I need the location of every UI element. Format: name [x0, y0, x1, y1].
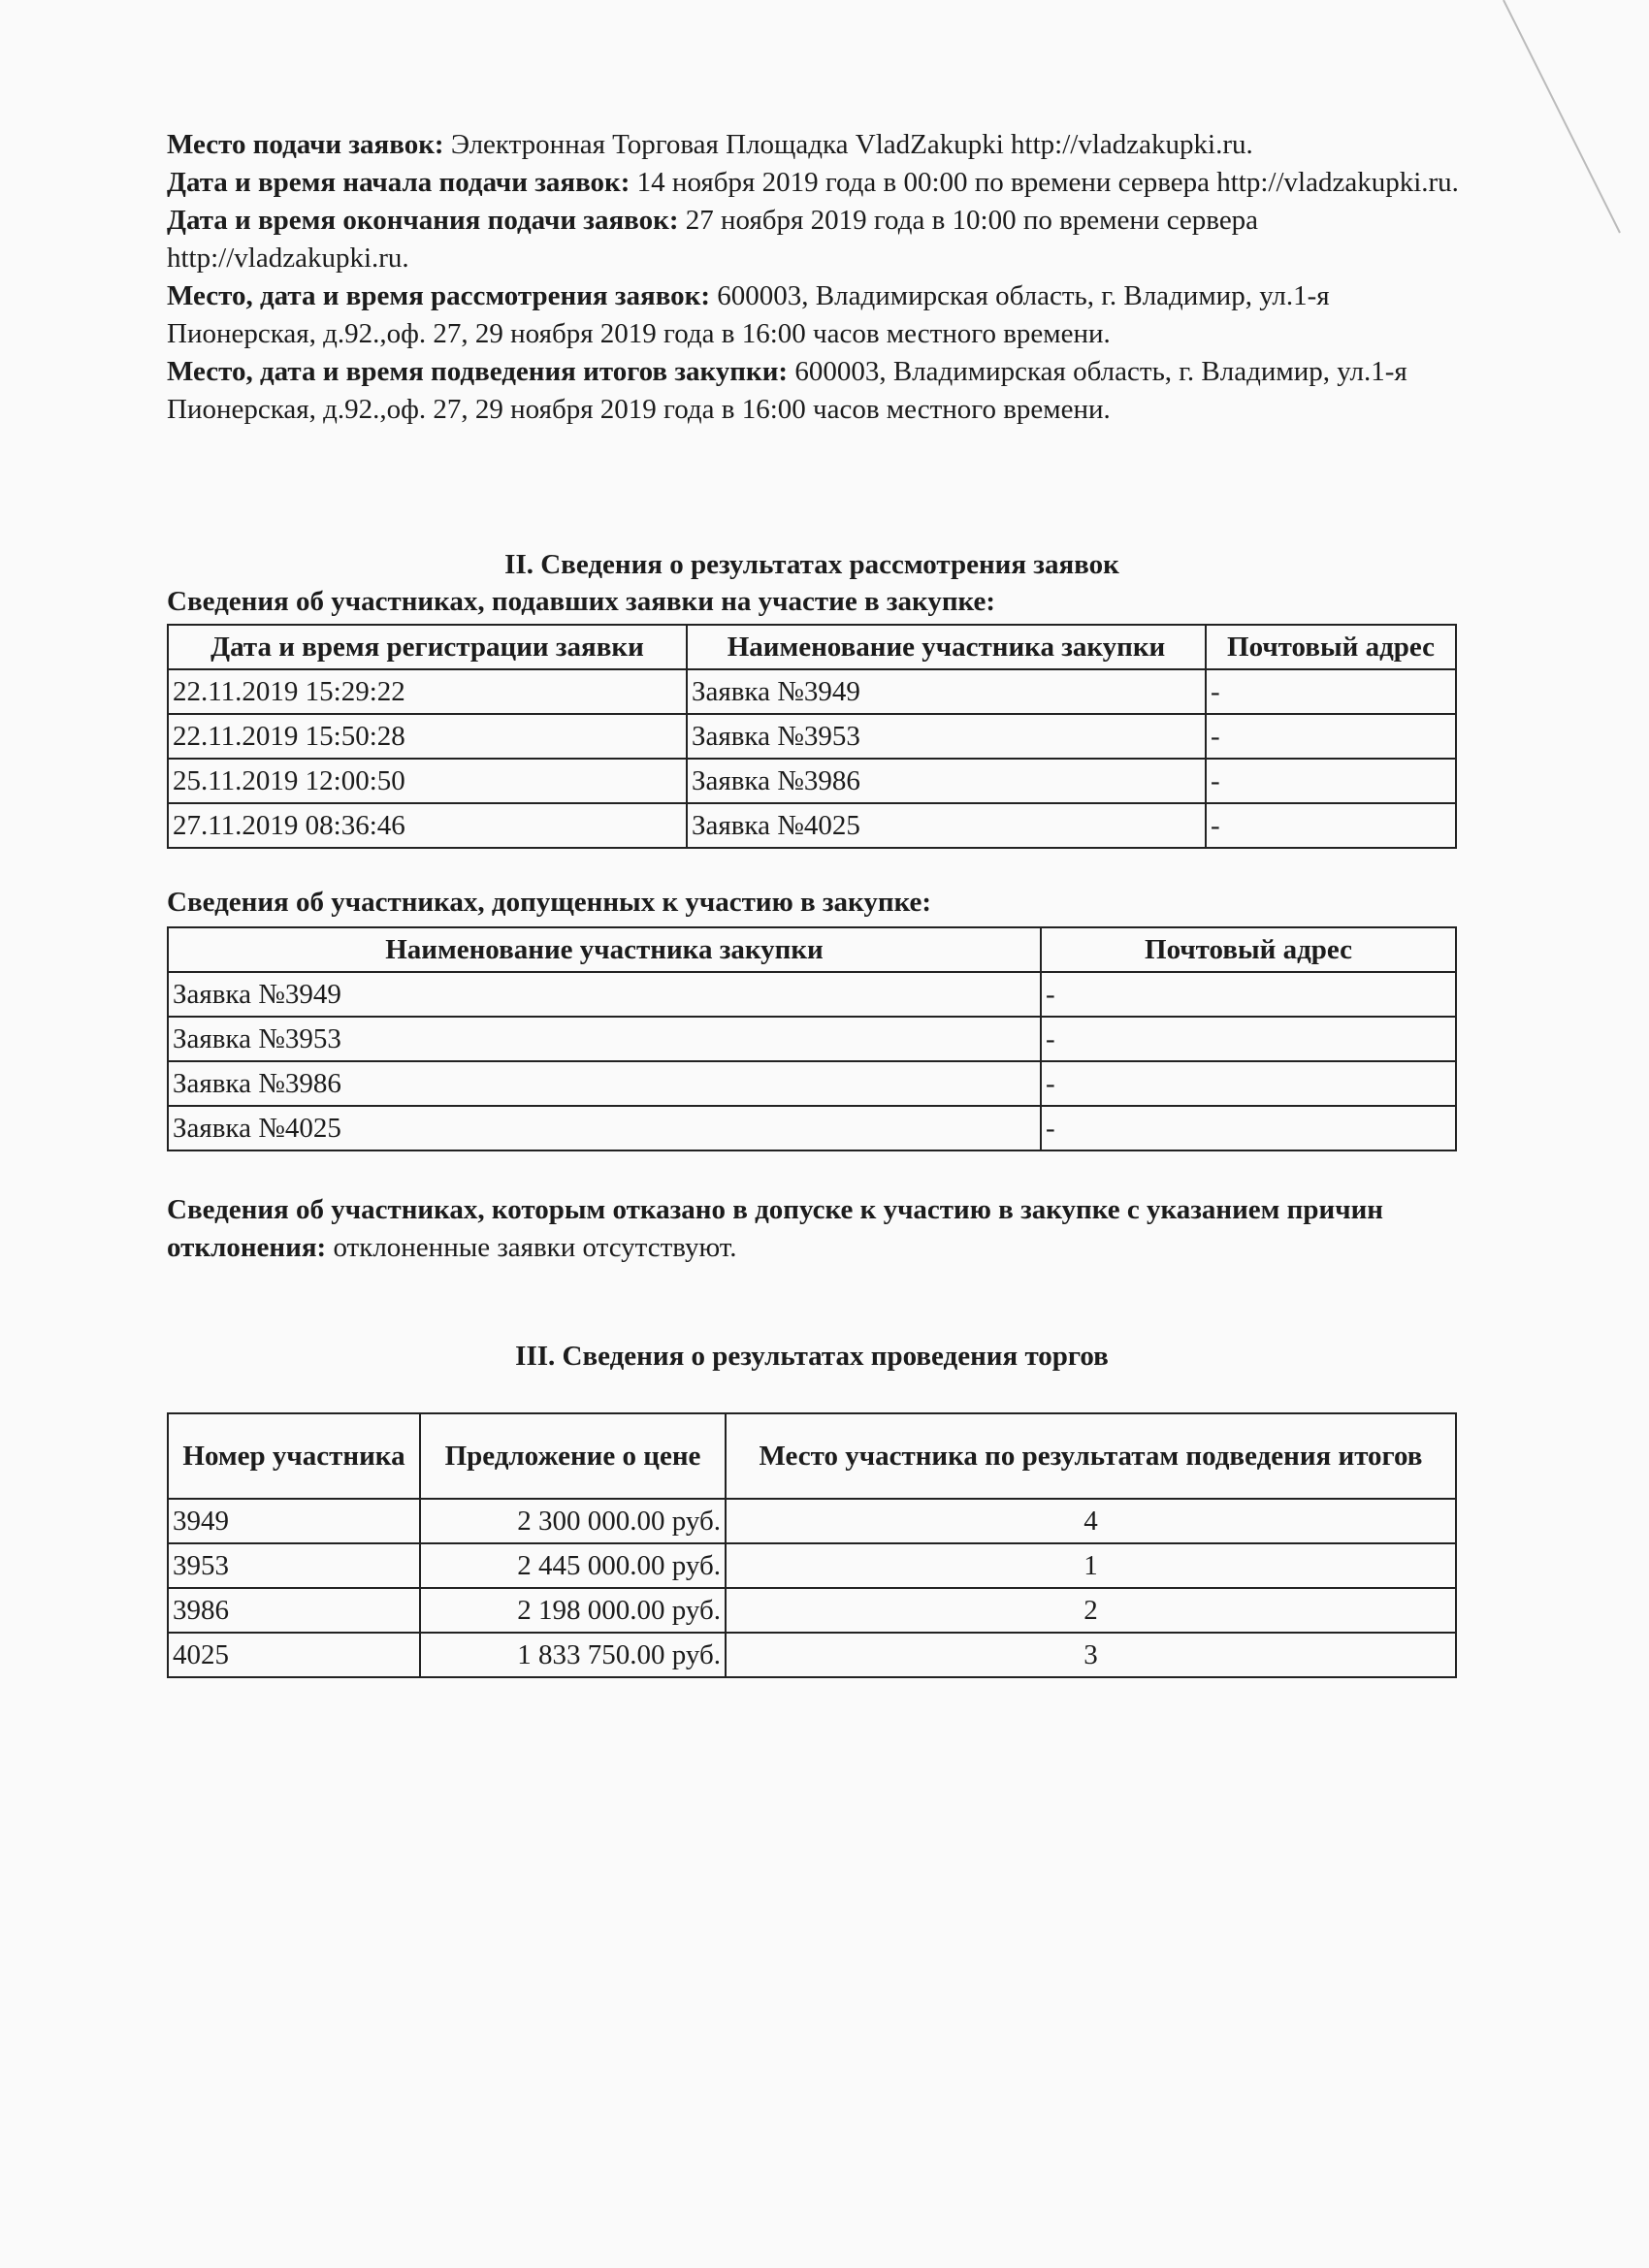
- cell: 1 833 750.00 руб.: [420, 1633, 726, 1677]
- cell: -: [1041, 972, 1456, 1017]
- table-row: [168, 1588, 1456, 1633]
- section3-title: III. Сведения о результатах проведения торгов: [515, 1341, 1109, 1372]
- cell: 3986: [168, 1588, 420, 1633]
- table-row: [168, 972, 1456, 1017]
- cell: 2: [726, 1588, 1456, 1633]
- cell: 2 300 000.00 руб.: [420, 1499, 726, 1543]
- admitted-table: [167, 926, 1457, 1151]
- page-fold-mark: [1474, 0, 1649, 291]
- table-row: [168, 1017, 1456, 1061]
- cell: Заявка №3949: [687, 669, 1206, 714]
- results-place: Место, дата и время подведения итогов закупки: 600003, Владимирская область, г. Владимир, ул.1-я Пионерская, д.92.,оф. 27, 29 ноября 2019 года в 16:00 часов местного времени.: [167, 356, 1407, 425]
- cell: 22.11.2019 15:50:28: [168, 714, 687, 759]
- col-header: Место участника по результатам подведения итогов: [726, 1413, 1456, 1499]
- cell: 25.11.2019 12:00:50: [168, 759, 687, 803]
- table-row: [168, 803, 1456, 848]
- bidding-results-table: [167, 1412, 1457, 1678]
- table-row: [168, 1061, 1456, 1106]
- cell: Заявка №4025: [168, 1106, 1041, 1150]
- cell: 3: [726, 1633, 1456, 1677]
- cell: -: [1206, 669, 1456, 714]
- cell: -: [1206, 714, 1456, 759]
- cell: 4025: [168, 1633, 420, 1677]
- cell: 2 198 000.00 руб.: [420, 1588, 726, 1633]
- section2-sub1: Сведения об участниках, подавших заявки на участие в закупке:: [167, 586, 996, 617]
- table-row: [168, 1106, 1456, 1150]
- col-header: Почтовый адрес: [1206, 625, 1456, 669]
- col-header: Номер участника: [168, 1413, 420, 1499]
- cell: 27.11.2019 08:36:46: [168, 803, 687, 848]
- col-header: Дата и время регистрации заявки: [168, 625, 687, 669]
- cell: Заявка №3953: [687, 714, 1206, 759]
- col-header: Наименование участника закупки: [687, 625, 1206, 669]
- cell: 3949: [168, 1499, 420, 1543]
- cell: 4: [726, 1499, 1456, 1543]
- table-row: [168, 1499, 1456, 1543]
- cell: Заявка №3986: [687, 759, 1206, 803]
- cell: -: [1041, 1061, 1456, 1106]
- rejected-info: Сведения об участниках, которым отказано в допуске к участию в закупке с указанием причин отклонения: отклоненные заявки отсутствуют.: [167, 1194, 1383, 1263]
- submission-start: Дата и время начала подачи заявок: 14 ноября 2019 года в 00:00 по времени сервера http://vladzakupki.ru.: [167, 167, 1459, 198]
- cell: Заявка №3953: [168, 1017, 1041, 1061]
- cell: Заявка №3949: [168, 972, 1041, 1017]
- submission-place: Место подачи заявок: Электронная Торговая Площадка VladZakupki http://vladzakupki.ru.: [167, 129, 1253, 160]
- cell: 3953: [168, 1543, 420, 1588]
- table-row: [168, 1633, 1456, 1677]
- cell: Заявка №4025: [687, 803, 1206, 848]
- table-row: [168, 669, 1456, 714]
- header-block: [167, 126, 1467, 429]
- cell: Заявка №3986: [168, 1061, 1041, 1106]
- cell: -: [1041, 1017, 1456, 1061]
- table-row: [168, 759, 1456, 803]
- table-row: [168, 1543, 1456, 1588]
- cell: -: [1206, 803, 1456, 848]
- col-header: Предложение о цене: [420, 1413, 726, 1499]
- col-header: Наименование участника закупки: [168, 927, 1041, 972]
- submission-end: Дата и время окончания подачи заявок: 27 ноября 2019 года в 10:00 по времени сервера http://vladzakupki.ru.: [167, 205, 1259, 274]
- cell: 2 445 000.00 руб.: [420, 1543, 726, 1588]
- cell: 1: [726, 1543, 1456, 1588]
- section2-sub2: Сведения об участниках, допущенных к участию в закупке:: [167, 887, 932, 918]
- col-header: Почтовый адрес: [1041, 927, 1456, 972]
- applications-table: [167, 624, 1457, 849]
- cell: -: [1041, 1106, 1456, 1150]
- review-place: Место, дата и время рассмотрения заявок: 600003, Владимирская область, г. Владимир, ул.1-я Пионерская, д.92.,оф. 27, 29 ноября 2019 года в 16:00 часов местного времени.: [167, 280, 1330, 349]
- section2-title: II. Сведения о результатах рассмотрения заявок: [504, 549, 1119, 580]
- cell: -: [1206, 759, 1456, 803]
- table-row: [168, 714, 1456, 759]
- cell: 22.11.2019 15:29:22: [168, 669, 687, 714]
